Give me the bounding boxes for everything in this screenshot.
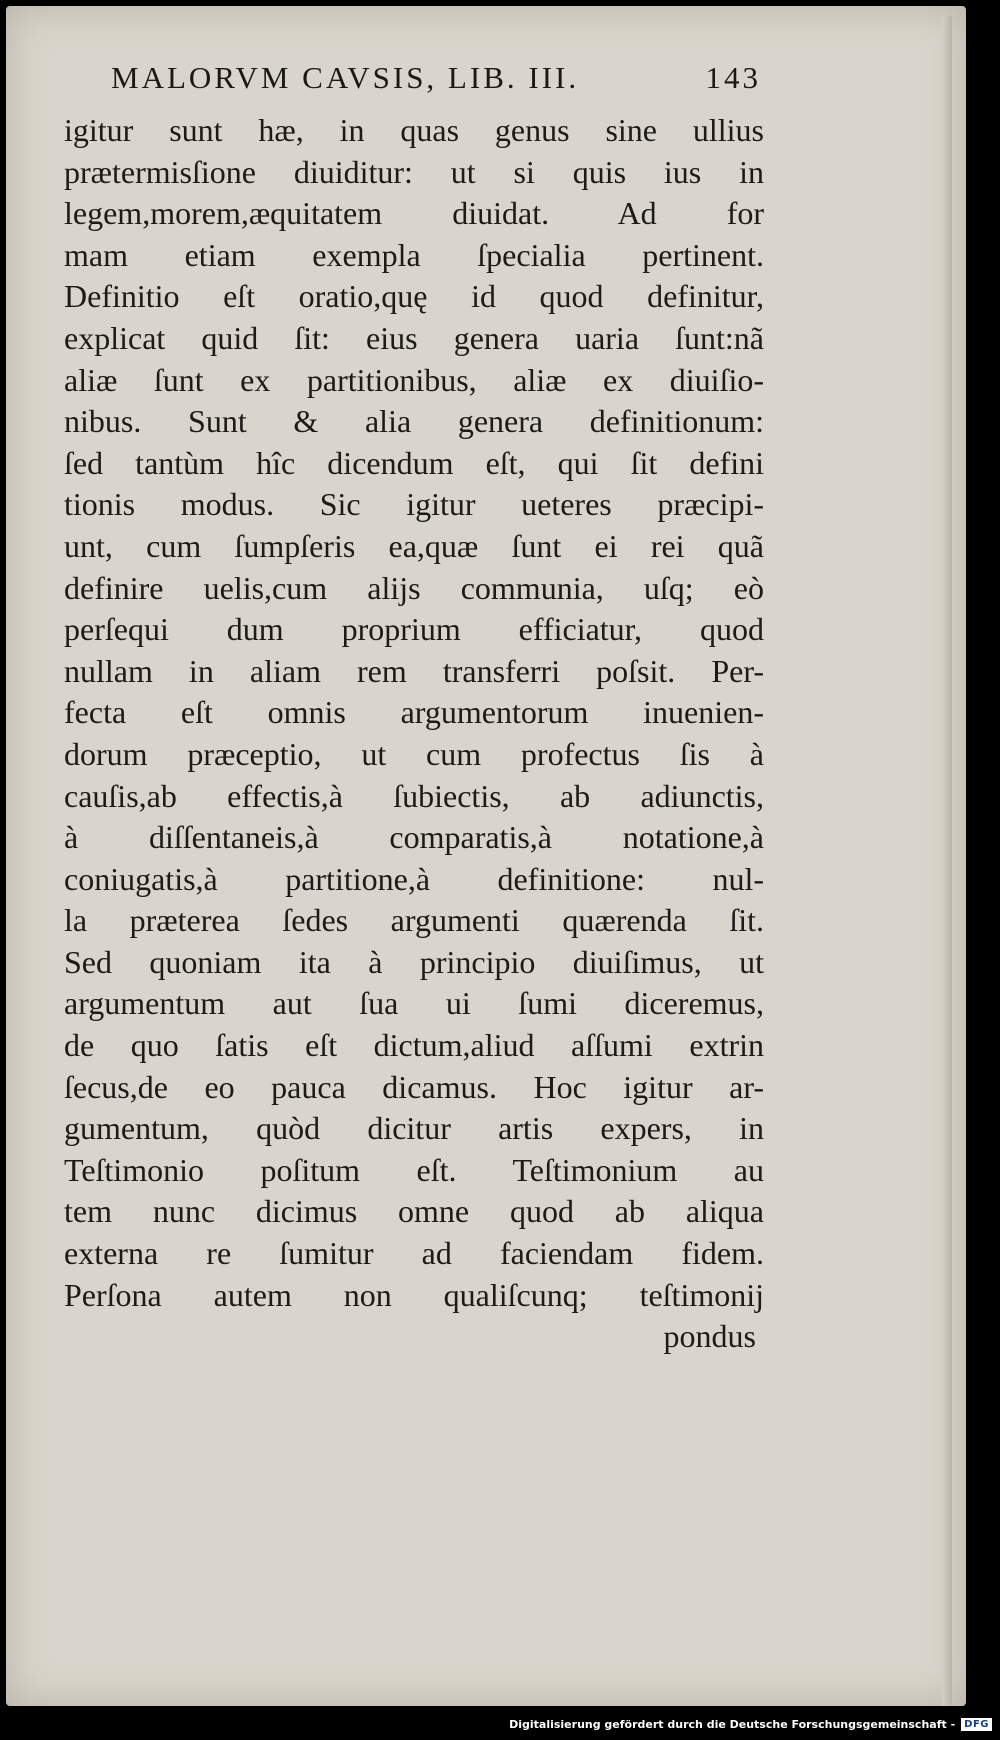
running-head <box>111 60 761 96</box>
text-line: dorum præceptio, ut cum profectus ſis à <box>64 735 764 772</box>
body-text <box>64 110 764 1358</box>
text-line: Definitio eſt oratio,quę id quod definitur, <box>64 278 764 315</box>
book-page <box>6 6 966 1706</box>
text-line: externa re ſumitur ad faciendam fidem. <box>64 1235 764 1272</box>
text-line: tem nunc dicimus omne quod ab aliqua <box>64 1193 764 1230</box>
text-line: Teſtimonio poſitum eſt. Teſtimonium au <box>64 1151 764 1188</box>
dfg-logo-icon: DFG <box>961 1718 992 1731</box>
page-edge <box>942 16 952 1706</box>
text-line: mam etiam exempla ſpecialia pertinent. <box>64 236 764 273</box>
digitization-credit <box>509 1712 992 1736</box>
text-line: ſed tantùm hîc dicendum eſt, qui ſit defini <box>64 444 764 481</box>
text-line: explicat quid ſit: eius genera uaria ſunt:nã <box>64 319 764 356</box>
text-line: prætermisſione diuiditur: ut si quis ius in <box>64 153 764 190</box>
text-line: ſecus,de eo pauca dicamus. Hoc igitur ar- <box>64 1068 764 1105</box>
text-line: à diſſentaneis,à comparatis,à notatione,à <box>64 819 764 856</box>
text-line: aliæ ſunt ex partitionibus, aliæ ex diuiſio- <box>64 361 764 398</box>
text-line: definire uelis,cum alijs communia, uſq; eò <box>64 569 764 606</box>
text-line: cauſis,ab effectis,à ſubiectis, ab adiunctis, <box>64 777 764 814</box>
text-line: nullam in aliam rem transferri poſsit. Per- <box>64 652 764 689</box>
text-line: igitur sunt hæ, in quas genus sine ullius <box>64 112 764 148</box>
credit-text: Digitalisierung gefördert durch die Deutsche Forschungsgemeinschaft - <box>509 1717 956 1731</box>
text-line: nibus. Sunt & alia genera definitionum: <box>64 403 764 440</box>
text-line: coniugatis,à partitione,à definitione: nul- <box>64 860 764 897</box>
text-line: tionis modus. Sic igitur ueteres præcipi- <box>64 486 764 523</box>
text-line: argumentum aut ſua ui ſumi diceremus, <box>64 985 764 1022</box>
text-line: perſequi dum proprium efficiatur, quod <box>64 611 764 648</box>
page-number: 143 <box>705 60 761 95</box>
running-title: MALORVM CAVSIS, LIB. III. <box>111 60 580 95</box>
text-line: fecta eſt omnis argumentorum inuenien- <box>64 694 764 731</box>
text-line: gumentum, quòd dicitur artis expers, in <box>64 1110 764 1147</box>
text-line: Sed quoniam ita à principio diuiſimus, ut <box>64 943 764 980</box>
catchword: pondus <box>663 1318 756 1355</box>
text-line: legem,morem,æquitatem diuidat. Ad for <box>64 195 764 232</box>
text-line: unt, cum ſumpſeris ea,quæ ſunt ei rei quã <box>64 527 764 564</box>
text-line: de quo ſatis eſt dictum,aliud aſſumi extrin <box>64 1027 764 1064</box>
text-line: la præterea ſedes argumenti quærenda ſit. <box>64 902 764 939</box>
text-line: Perſona autem non qualiſcunq; teſtimonij <box>64 1276 764 1313</box>
